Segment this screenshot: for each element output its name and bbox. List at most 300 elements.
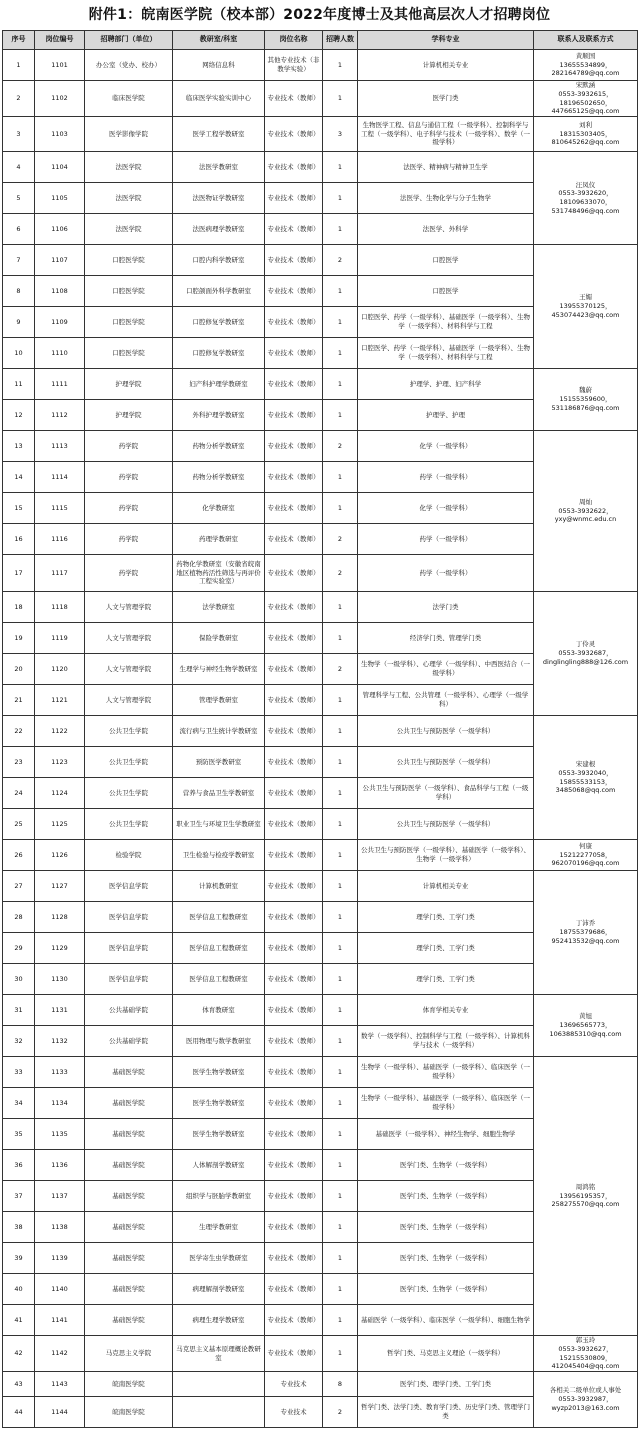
cell-count: 1 [323,685,358,716]
cell-office: 医学信息工程教研室 [173,902,265,933]
cell-no: 18 [3,592,35,623]
table-body [3,50,638,1428]
contact-line: 258275570@qq.com [551,1200,620,1209]
contact-line: 0553-3932615， [558,89,613,98]
cell-count: 1 [323,809,358,840]
cell-office: 医学工程学教研室 [173,117,265,152]
cell-office: 人体解剖学教研室 [173,1150,265,1181]
cell-office: 管理学教研室 [173,685,265,716]
cell-contact [534,871,638,995]
cell-code: 1121 [35,685,85,716]
cell-dept: 口腔医学院 [85,276,173,307]
cell-major: 计算机相关专业 [358,50,534,81]
cell-major: 哲学门类、马克思主义理论（一级学科） [358,1336,534,1372]
cell-code: 1129 [35,933,85,964]
cell-office: 法医学教研室 [173,152,265,183]
contact-line: 0553-3932627， [558,1344,613,1353]
cell-dept: 公共卫生学院 [85,747,173,778]
cell-code: 1122 [35,716,85,747]
cell-count: 1 [323,871,358,902]
contact-line: 453074423@qq.com [551,310,620,319]
cell-dept: 基础医学院 [85,1119,173,1150]
cell-dept: 基础医学院 [85,1274,173,1305]
cell-office: 医学信息工程教研室 [173,933,265,964]
contact-name: 郭玉玲 [575,1336,596,1345]
cell-count: 1 [323,400,358,431]
cell-no: 20 [3,654,35,685]
cell-no: 23 [3,747,35,778]
cell-dept: 法医学院 [85,183,173,214]
cell-code: 1139 [35,1243,85,1274]
cell-count: 1 [323,747,358,778]
cell-dept: 医学信息学院 [85,902,173,933]
cell-position: 专业技术（教师） [265,493,323,524]
cell-position: 专业技术 [265,1372,323,1397]
cell-major: 医学门类、生物学（一级学科） [358,1212,534,1243]
cell-contact [534,50,638,81]
cell-no: 13 [3,431,35,462]
cell-major: 医学门类、生物学（一级学科） [358,1181,534,1212]
table-row [3,840,638,871]
cell-major: 经济学门类、管理学门类 [358,623,534,654]
table-row [3,1372,638,1397]
cell-count: 1 [323,964,358,995]
table-row [3,245,638,276]
cell-contact [534,431,638,592]
cell-office: 流行病与卫生统计学教研室 [173,716,265,747]
contact-line: 531748496@qq.com [551,206,620,215]
cell-office: 医学生物学教研室 [173,1057,265,1088]
cell-office: 口腔内科学教研室 [173,245,265,276]
cell-no: 31 [3,995,35,1026]
cell-position: 专业技术（教师） [265,902,323,933]
cell-no: 24 [3,778,35,809]
cell-position: 专业技术（教师） [265,995,323,1026]
cell-count: 1 [323,716,358,747]
cell-office: 医用物理与数学教研室 [173,1026,265,1057]
contact-line: 952413532@qq.com [551,936,620,945]
cell-contact [534,995,638,1057]
table-row [3,1336,638,1372]
cell-no: 5 [3,183,35,214]
cell-dept: 护理学院 [85,400,173,431]
cell-count: 8 [323,1372,358,1397]
contact-line: 13696565773， [559,1021,612,1030]
cell-count: 1 [323,276,358,307]
contact-line: 0553-3932620， [558,189,613,198]
cell-major: 公共卫生与预防医学（一级学科） [358,809,534,840]
cell-major: 药学（一级学科） [358,524,534,555]
cell-code: 1142 [35,1336,85,1372]
cell-dept: 护理学院 [85,369,173,400]
cell-no: 40 [3,1274,35,1305]
header-row [3,31,638,50]
contact-name: 宋默涵 [575,81,596,89]
cell-position: 专业技术（教师） [265,933,323,964]
cell-contact [534,716,638,840]
cell-major: 生物学（一级学科）、基础医学（一级学科）、临床医学（一级学科） [358,1088,534,1119]
cell-position: 专业技术（教师） [265,81,323,117]
cell-count: 1 [323,214,358,245]
cell-dept: 人文与管理学院 [85,685,173,716]
cell-code: 1101 [35,50,85,81]
contact-name: 王媚 [579,293,592,302]
cell-position: 专业技术（教师） [265,778,323,809]
cell-count: 1 [323,183,358,214]
cell-no: 16 [3,524,35,555]
cell-dept: 公共卫生学院 [85,716,173,747]
cell-no: 22 [3,716,35,747]
cell-contact [534,117,638,152]
cell-office: 法学教研室 [173,592,265,623]
contact-line: 13655534899， [559,60,612,69]
cell-position: 专业技术（教师） [265,183,323,214]
cell-major: 医学门类、生物学（一级学科） [358,1243,534,1274]
cell-count: 1 [323,592,358,623]
cell-no: 37 [3,1181,35,1212]
cell-major: 哲学门类、法学门类、教育学门类、历史学门类、管理学门类 [358,1397,534,1428]
cell-office: 药物分析学教研室 [173,462,265,493]
cell-code: 1127 [35,871,85,902]
cell-position: 专业技术（教师） [265,214,323,245]
cell-major: 口腔医学、药学（一级学科）、基础医学（一级学科）、生物学（一级学科）、材料科学与工程 [358,307,534,338]
cell-major: 医学门类、理学门类、工学门类 [358,1372,534,1397]
cell-count: 2 [323,524,358,555]
cell-dept: 口腔医学院 [85,245,173,276]
cell-office: 组织学与胚胎学教研室 [173,1181,265,1212]
cell-major: 法学门类 [358,592,534,623]
cell-count: 1 [323,995,358,1026]
cell-no: 14 [3,462,35,493]
cell-count: 1 [323,369,358,400]
cell-major: 医学门类 [358,81,534,117]
cell-position: 其他专业技术（非教学实验） [265,50,323,81]
cell-contact [534,1336,638,1372]
cell-position: 专业技术（教师） [265,840,323,871]
cell-dept: 基础医学院 [85,1057,173,1088]
cell-no: 44 [3,1397,35,1428]
contact-line: 810645262@qq.com [551,138,620,147]
cell-code: 1134 [35,1088,85,1119]
cell-position: 专业技术（教师） [265,307,323,338]
cell-office: 药物化学教研室（安徽省皖南地区植物药活性筛选与再评价工程实验室） [173,555,265,592]
cell-no: 25 [3,809,35,840]
cell-dept: 法医学院 [85,214,173,245]
cell-code: 1130 [35,964,85,995]
cell-contact [534,1057,638,1336]
cell-count: 1 [323,462,358,493]
cell-position: 专业技术（教师） [265,1150,323,1181]
cell-dept: 人文与管理学院 [85,592,173,623]
cell-dept: 医学信息学院 [85,871,173,902]
contact-line: 447665125@qq.com [551,107,620,116]
cell-dept: 基础医学院 [85,1243,173,1274]
cell-position: 专业技术 [265,1397,323,1428]
cell-code: 1115 [35,493,85,524]
cell-code: 1137 [35,1181,85,1212]
cell-office: 职业卫生与环境卫生学教研室 [173,809,265,840]
cell-no: 29 [3,933,35,964]
cell-contact [534,369,638,431]
contact-name: 丁伶灵 [575,640,596,649]
cell-major: 基础医学（一级学科）、神经生物学、细胞生物学 [358,1119,534,1150]
cell-dept: 药学院 [85,493,173,524]
cell-dept: 公共基础学院 [85,1026,173,1057]
cell-dept: 药学院 [85,555,173,592]
cell-count: 2 [323,654,358,685]
cell-major: 体育学相关专业 [358,995,534,1026]
cell-no: 33 [3,1057,35,1088]
cell-position: 专业技术（教师） [265,964,323,995]
cell-position: 专业技术（教师） [265,623,323,654]
cell-position: 专业技术（教师） [265,431,323,462]
cell-office: 医学生物学教研室 [173,1088,265,1119]
cell-office: 临床医学实验实训中心 [173,81,265,117]
cell-position: 专业技术（教师） [265,276,323,307]
cell-office: 口腔修复学教研室 [173,338,265,369]
cell-major: 公共卫生与预防医学（一级学科）、食品科学与工程（一级学科） [358,778,534,809]
cell-no: 12 [3,400,35,431]
cell-office: 妇产科护理学教研室 [173,369,265,400]
cell-major: 理学门类、工学门类 [358,902,534,933]
table-row [3,50,638,81]
cell-dept: 药学院 [85,462,173,493]
cell-contact [534,152,638,245]
cell-office: 医学信息工程教研室 [173,964,265,995]
cell-dept: 公共卫生学院 [85,778,173,809]
cell-position: 专业技术（教师） [265,871,323,902]
contact-line: yxy@wnmc.edu.cn [554,515,617,524]
cell-contact [534,592,638,716]
cell-no: 6 [3,214,35,245]
cell-no: 19 [3,623,35,654]
cell-position: 专业技术（教师） [265,1274,323,1305]
cell-major: 管理科学与工程、公共管理（一级学科）、心理学（一级学科） [358,685,534,716]
contact-line: 18109633070， [559,198,612,207]
cell-count: 1 [323,778,358,809]
contact-line: 3485068@qq.com [555,786,616,795]
cell-no: 2 [3,81,35,117]
cell-count: 1 [323,1150,358,1181]
cell-no: 21 [3,685,35,716]
cell-major: 口腔医学 [358,276,534,307]
cell-office: 预防医学教研室 [173,747,265,778]
cell-position: 专业技术（教师） [265,369,323,400]
cell-major: 口腔医学 [358,245,534,276]
cell-dept: 临床医学院 [85,81,173,117]
cell-dept: 基础医学院 [85,1088,173,1119]
cell-no: 32 [3,1026,35,1057]
cell-code: 1144 [35,1397,85,1428]
cell-major: 计算机相关专业 [358,871,534,902]
cell-position: 专业技术（教师） [265,1057,323,1088]
cell-dept: 基础医学院 [85,1212,173,1243]
cell-code: 1131 [35,995,85,1026]
cell-count: 2 [323,1397,358,1428]
cell-major: 药学（一级学科） [358,555,534,592]
cell-no: 8 [3,276,35,307]
cell-office: 化学教研室 [173,493,265,524]
table-row [3,369,638,400]
cell-code: 1104 [35,152,85,183]
cell-code: 1111 [35,369,85,400]
cell-position: 专业技术（教师） [265,592,323,623]
cell-count: 2 [323,245,358,276]
cell-office: 口腔颌面外科学教研室 [173,276,265,307]
cell-major: 护理学、护理、妇产科学 [358,369,534,400]
cell-major: 法医学、外科学 [358,214,534,245]
cell-dept: 基础医学院 [85,1181,173,1212]
cell-office: 外科护理学教研室 [173,400,265,431]
contact-name: 何康 [579,841,592,850]
cell-contact [534,81,638,117]
cell-count: 1 [323,493,358,524]
cell-major: 数学（一级学科）、控制科学与工程（一级学科）、计算机科学与技术（一级学科） [358,1026,534,1057]
cell-code: 1108 [35,276,85,307]
cell-major: 医学门类、生物学（一级学科） [358,1274,534,1305]
cell-dept: 口腔医学院 [85,307,173,338]
cell-no: 3 [3,117,35,152]
cell-no: 35 [3,1119,35,1150]
table-row [3,1057,638,1088]
cell-dept: 口腔医学院 [85,338,173,369]
cell-dept: 法医学院 [85,152,173,183]
cell-office: 体育教研室 [173,995,265,1026]
cell-major: 法医学、精神病与精神卫生学 [358,152,534,183]
cell-no: 38 [3,1212,35,1243]
cell-position: 专业技术（教师） [265,524,323,555]
cell-dept: 基础医学院 [85,1150,173,1181]
cell-major: 法医学、生物化学与分子生物学 [358,183,534,214]
cell-code: 1124 [35,778,85,809]
cell-count: 1 [323,1088,358,1119]
contact-line: 15215530809， [559,1353,612,1362]
cell-office: 生理学教研室 [173,1212,265,1243]
cell-contact [534,245,638,369]
cell-dept: 公共基础学院 [85,995,173,1026]
cell-dept: 公共卫生学院 [85,809,173,840]
cell-position: 专业技术（教师） [265,1181,323,1212]
cell-no: 17 [3,555,35,592]
cell-no: 27 [3,871,35,902]
cell-dept: 皖南医学院 [85,1372,173,1397]
cell-dept: 检验学院 [85,840,173,871]
cell-dept: 医学影像学院 [85,117,173,152]
cell-no: 39 [3,1243,35,1274]
cell-dept: 药学院 [85,431,173,462]
cell-office: 保险学教研室 [173,623,265,654]
cell-position: 专业技术（教师） [265,716,323,747]
contact-name: 黄旭 [579,1012,592,1021]
contact-line: 0553-3932687， [558,649,613,658]
cell-count: 1 [323,1181,358,1212]
contact-line: 282164789@qq.com [551,69,620,78]
cell-major: 口腔医学、药学（一级学科）、基础医学（一级学科）、生物学（一级学科）、材料科学与工程 [358,338,534,369]
cell-major: 理学门类、工学门类 [358,964,534,995]
cell-code: 1105 [35,183,85,214]
contact-name: 各相关二级单位或人事处 [549,1386,622,1395]
contact-name: 魏蔚 [579,386,592,395]
cell-position: 专业技术（教师） [265,1336,323,1372]
contact-line: 15212277058， [559,850,612,859]
cell-position: 专业技术（教师） [265,245,323,276]
contact-name: 黄顺国 [575,51,596,60]
contact-line: 0553-3932987， [558,1395,613,1404]
cell-dept: 药学院 [85,524,173,555]
cell-count: 1 [323,81,358,117]
cell-count: 1 [323,902,358,933]
cell-no: 26 [3,840,35,871]
cell-position: 专业技术（教师） [265,747,323,778]
cell-no: 36 [3,1150,35,1181]
cell-position: 专业技术（教师） [265,1026,323,1057]
cell-position: 专业技术（教师） [265,117,323,152]
cell-office [173,1397,265,1428]
contact-line: 13956195357， [559,1191,612,1200]
cell-count: 1 [323,840,358,871]
contact-line: 531186876@qq.com [551,403,620,412]
cell-no: 11 [3,369,35,400]
cell-code: 1117 [35,555,85,592]
cell-code: 1106 [35,214,85,245]
cell-dept: 皖南医学院 [85,1397,173,1428]
cell-major: 公共卫生与预防医学（一级学科） [358,716,534,747]
contact-line: 1063885310@qq.com [549,1029,622,1038]
contact-name: 周灿 [579,497,592,506]
contact-name: 刘利 [579,120,592,129]
cell-count: 1 [323,1212,358,1243]
contact-line: 18315303405， [559,129,612,138]
cell-office: 药物分析学教研室 [173,431,265,462]
cell-position: 专业技术（教师） [265,1119,323,1150]
cell-office: 营养与食品卫生学教研室 [173,778,265,809]
cell-office: 法医物证学教研室 [173,183,265,214]
cell-no: 30 [3,964,35,995]
cell-count: 1 [323,152,358,183]
cell-count: 3 [323,117,358,152]
cell-major: 生物学（一级学科）、心理学（一级学科）、中西医结合（一级学科） [358,654,534,685]
contact-line: 15855533153， [559,777,612,786]
contact-line: 18755379686， [559,928,612,937]
cell-no: 1 [3,50,35,81]
cell-code: 1126 [35,840,85,871]
table-row [3,152,638,183]
contact-line: 18196502650， [559,98,612,107]
contact-name: 宋建根 [575,760,596,769]
cell-code: 1102 [35,81,85,117]
cell-major: 化学（一级学科） [358,431,534,462]
cell-code: 1120 [35,654,85,685]
cell-office: 医学寄生虫学教研室 [173,1243,265,1274]
cell-office: 口腔修复学教研室 [173,307,265,338]
cell-count: 1 [323,307,358,338]
contact-name: 丁沛乔 [575,919,596,928]
cell-code: 1136 [35,1150,85,1181]
header-dept: 招聘部门（单位） [85,31,173,50]
cell-office: 药理学教研室 [173,524,265,555]
page-title: 附件1：皖南医学院（校本部）2022年度博士及其他高层次人才招聘岗位 [88,7,551,23]
cell-no: 42 [3,1336,35,1372]
cell-dept: 人文与管理学院 [85,623,173,654]
cell-major: 护理学、护理 [358,400,534,431]
cell-code: 1143 [35,1372,85,1397]
cell-no: 9 [3,307,35,338]
cell-major: 药学（一级学科） [358,462,534,493]
cell-code: 1125 [35,809,85,840]
cell-office: 病理生理学教研室 [173,1305,265,1336]
cell-position: 专业技术（教师） [265,1212,323,1243]
cell-office [173,1372,265,1397]
